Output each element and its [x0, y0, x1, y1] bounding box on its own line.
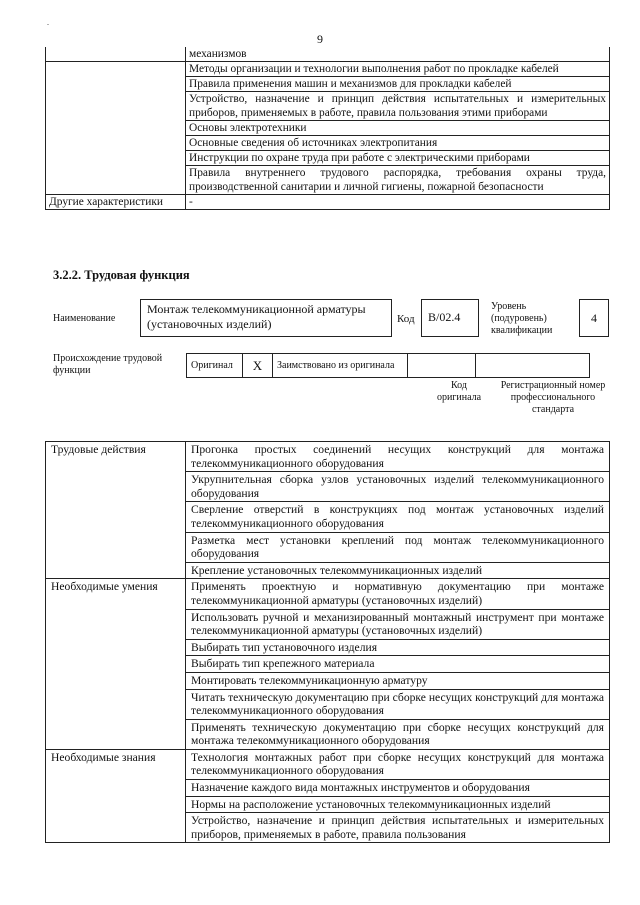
borrowed-label: Заимствовано из оригинала [273, 354, 408, 378]
table-cell: Методы организации и технологии выполнения работ по прокладке кабелей [186, 62, 610, 77]
table-row [46, 166, 610, 195]
table-cell: Выбирать тип крепежного материала [186, 656, 610, 673]
origin-table [186, 353, 590, 378]
table-cell: Правила внутреннего трудового распорядка, требования охраны труда, производственной санитарии и личной гигиены, пожарной безопасности [186, 166, 610, 195]
table-cell: Устройство, назначение и принцип действия испытательных и измерительных приборов, применяемых в работе, правила пользования [186, 813, 610, 843]
knowledge-continuation-table [45, 47, 610, 210]
table-cell: механизмов [186, 47, 610, 62]
labor-function-table [45, 441, 610, 843]
table-cell: Основы электротехники [186, 121, 610, 136]
table-cell: Устройство, назначение и принцип действия испытательных и измерительных приборов, применяемых в работе, правила пользования этими приборами [186, 92, 610, 121]
table-row [46, 195, 610, 210]
table-cell: Применять техническую документацию при сборке несущих конструкций для монтажа телекоммуникационного оборудования [186, 719, 610, 749]
section-label-knowledge: Необходимые знания [46, 749, 186, 843]
table-row [46, 62, 610, 77]
section-title: 3.2.2. Трудовая функция [53, 268, 190, 282]
table-cell: Монтировать телекоммуникационную арматуру [186, 672, 610, 689]
table-cell: Выбирать тип установочного изделия [186, 639, 610, 656]
origin-label: Происхождение трудовой функции [53, 353, 163, 376]
reg-number-label: Регистрационный номер профессионального стандарта [500, 380, 606, 415]
table-row [46, 579, 610, 609]
table-cell: Технология монтажных работ при сборке несущих конструкций для монтажа телекоммуникационного оборудования [186, 749, 610, 779]
table-cell: Крепление установочных телекоммуникационных изделий [186, 562, 610, 579]
table-cell: Правила применения машин и механизмов для прокладки кабелей [186, 77, 610, 92]
function-code-box: В/02.4 [421, 299, 479, 337]
code-label: Код [397, 313, 415, 325]
table-cell: Укрупнительная сборка узлов установочных изделий телекоммуникационного оборудования [186, 472, 610, 502]
original-mark: X [243, 354, 273, 378]
table-row [46, 77, 610, 92]
table-row [46, 47, 610, 62]
code-original-cell [408, 354, 476, 378]
table-cell: Прогонка простых соединений несущих конструкций для монтажа телекоммуникационного оборудования [186, 442, 610, 472]
original-label: Оригинал [187, 354, 243, 378]
table-cell: Использовать ручной и механизированный монтажный инструмент при монтаже телекоммуникационной арматуры (установочных изделий) [186, 609, 610, 639]
table-cell: Разметка мест установки креплений под монтаж телекоммуникационного оборудования [186, 532, 610, 562]
level-label: Уровень (подуровень) квалификации [491, 301, 553, 336]
table-row [46, 442, 610, 472]
reg-number-cell [476, 354, 590, 378]
section-label-actions: Трудовые действия [46, 442, 186, 579]
table-row [46, 121, 610, 136]
function-name-box: Монтаж телекоммуникационной арматуры (установочных изделий) [140, 299, 392, 337]
code-original-label: Код оригинала [436, 380, 482, 403]
name-label: Наименование [53, 313, 116, 324]
other-characteristics-value: - [186, 195, 610, 210]
table-row [46, 749, 610, 779]
table-row [187, 354, 590, 378]
other-characteristics-label: Другие характеристики [46, 195, 186, 210]
table-row [46, 151, 610, 166]
table-cell: Сверление отверстий в конструкциях под монтаж установочных изделий телекоммуникационного оборудования [186, 502, 610, 532]
page-number: 9 [317, 32, 323, 46]
table-cell: Применять проектную и нормативную документацию при монтаже телекоммуникационной арматуры (установочных изделий) [186, 579, 610, 609]
scan-dot: . [47, 18, 49, 27]
table-cell: Инструкции по охране труда при работе с электрическими приборами [186, 151, 610, 166]
table-cell: Назначение каждого вида монтажных инструментов и оборудования [186, 780, 610, 797]
level-box: 4 [579, 299, 609, 337]
table-cell: Читать техническую документацию при сборке несущих конструкций для монтажа телекоммуникационного оборудования [186, 689, 610, 719]
table-row [46, 92, 610, 121]
section-label-skills: Необходимые умения [46, 579, 186, 750]
table-cell: Основные сведения об источниках электропитания [186, 136, 610, 151]
table-cell: Нормы на расположение установочных телекоммуникационных изделий [186, 796, 610, 813]
table-row [46, 136, 610, 151]
